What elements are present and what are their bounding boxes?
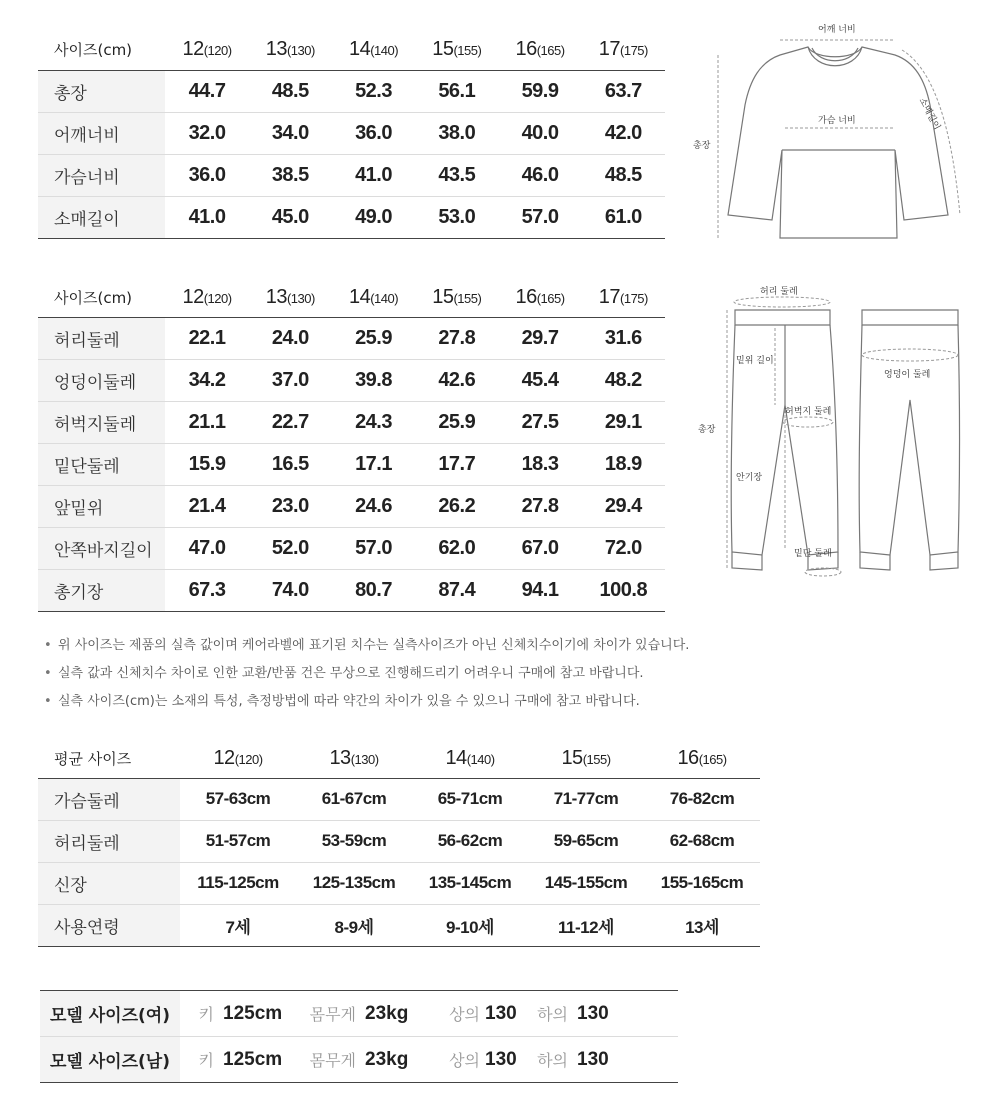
inseam-label: 안기장 <box>736 473 763 483</box>
table-row: 총기장 67.3 74.0 80.7 87.4 94.1 100.8 <box>38 569 665 611</box>
size-col-0: 12(120) <box>182 38 232 61</box>
table-row: 안쪽바지길이 47.0 52.0 57.0 62.0 67.0 72.0 <box>38 527 665 569</box>
model-size-table <box>40 990 678 1083</box>
table-row: 가슴둘레 57-63cm 61-67cm 65-71cm 71-77cm 76-82cm <box>38 778 760 820</box>
size-notes <box>44 636 944 720</box>
note-item: • 실측 값과 신체치수 차이로 인한 교환/반품 건은 무상으로 진행해드리기 어려우니 구매에 참고 바랍니다. <box>44 666 644 681</box>
hip-label: 엉덩이 둘레 <box>884 370 931 380</box>
shoulder-label: 어깨 너비 <box>818 25 856 35</box>
table-row: 총장 44.7 48.5 52.3 56.1 59.9 63.7 <box>38 70 665 112</box>
length-label: 총장 <box>693 141 711 151</box>
note-item: • 위 사이즈는 제품의 실측 값이며 케어라벨에 표기된 치수는 실측사이즈가 아닌 신체치수이기에 차이가 있습니다. <box>44 638 690 653</box>
pants-outline-icon <box>690 280 990 580</box>
table-row: 엉덩이둘레 34.2 37.0 39.8 42.6 45.4 48.2 <box>38 359 665 401</box>
table-row: 소매길이 41.0 45.0 49.0 53.0 57.0 61.0 <box>38 196 665 238</box>
table-corner: 사이즈(cm) <box>54 289 133 308</box>
size-col-2: 14(140) <box>348 38 399 61</box>
length-label: 총장 <box>698 425 716 435</box>
hem-label: 밑단 둘레 <box>794 549 832 559</box>
waist-label: 허리 둘레 <box>760 287 798 297</box>
average-size-table <box>38 740 760 947</box>
table-row: 허리둘레 51-57cm 53-59cm 56-62cm 59-65cm 62-68cm <box>38 820 760 862</box>
table-row: 가슴너비 36.0 38.5 41.0 43.5 46.0 48.5 <box>38 154 665 196</box>
size-col-1: 13(130) <box>265 286 315 309</box>
front-rise-label: 밑위 길이 <box>736 356 774 366</box>
table-row: 밑단둘레 15.9 16.5 17.1 17.7 18.3 18.9 <box>38 443 665 485</box>
note-item: • 실측 사이즈(cm)는 소재의 특성, 측정방법에 따라 약간의 차이가 있을 수 있으니 구매에 참고 바랍니다. <box>44 694 640 709</box>
top-size-table <box>38 30 665 239</box>
size-col-4: 16(165) <box>515 38 565 61</box>
size-col-0: 12(120) <box>213 747 263 770</box>
table-corner: 평균 사이즈 <box>54 750 132 769</box>
table-row: 사용연령 7세 8-9세 9-10세 11-12세 13세 <box>38 904 760 946</box>
size-col-4: 16(165) <box>677 747 727 770</box>
size-col-4: 16(165) <box>515 286 565 309</box>
thigh-label: 허벅지 둘레 <box>785 407 832 417</box>
table-row: 모델 사이즈(여) 키 125cm 몸무게 23kg 상의 130 하의 130 <box>40 991 678 1037</box>
size-col-5: 17(175) <box>598 38 648 61</box>
table-row: 어깨너비 32.0 34.0 36.0 38.0 40.0 42.0 <box>38 112 665 154</box>
size-col-2: 14(140) <box>445 747 495 770</box>
table-row: 허벅지둘레 21.1 22.7 24.3 25.9 27.5 29.1 <box>38 401 665 443</box>
size-col-3: 15(155) <box>432 286 482 309</box>
chest-label: 가슴 너비 <box>818 116 856 126</box>
table-row: 신장 115-125cm 125-135cm 135-145cm 145-155cm 155-165cm <box>38 862 760 904</box>
table-row: 모델 사이즈(남) 키 125cm 몸무게 23kg 상의 130 하의 130 <box>40 1037 678 1083</box>
bottom-size-table <box>38 279 665 612</box>
size-col-5: 17(175) <box>598 286 648 309</box>
size-col-3: 15(155) <box>432 38 482 61</box>
table-row: 앞밑위 21.4 23.0 24.6 26.2 27.8 29.4 <box>38 485 665 527</box>
size-col-1: 13(130) <box>265 38 315 61</box>
sleeve-label: 소매길이 <box>916 96 942 132</box>
size-col-1: 13(130) <box>329 747 379 770</box>
shirt-diagram <box>690 10 980 245</box>
pants-diagram <box>690 280 990 580</box>
size-col-2: 14(140) <box>348 286 399 309</box>
table-corner: 사이즈(cm) <box>54 41 133 60</box>
size-col-3: 15(155) <box>561 747 611 770</box>
table-row: 허리둘레 22.1 24.0 25.9 27.8 29.7 31.6 <box>38 317 665 359</box>
size-col-0: 12(120) <box>182 286 232 309</box>
